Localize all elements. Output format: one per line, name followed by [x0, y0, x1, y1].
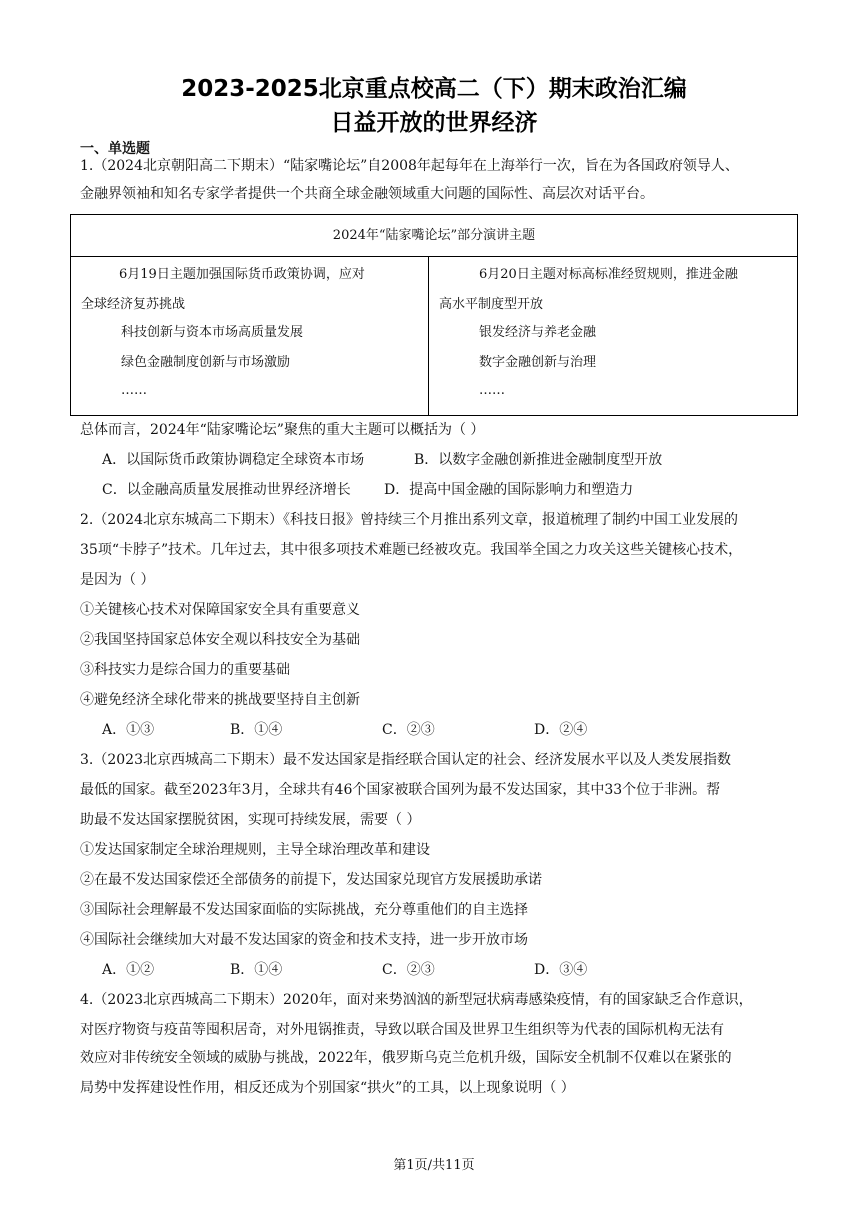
q1-table-right-line: 6月20日主题对标高标准经贸规则，推进金融: [479, 267, 738, 282]
q1-table-right-line: 数字金融创新与治理: [479, 355, 597, 370]
q3-line-2: 最低的国家。截至2023年3月，全球共有46个国家被联合国列为最不发达国家，其中33个位于非洲。帮: [80, 782, 721, 798]
q4-line-3: 效应对非传统安全领域的威胁与挑战，2022年，俄罗斯乌克兰危机升级，国际安全机制不仅难以在紧张的: [80, 1050, 732, 1066]
q1-option-a[interactable]: A．以国际货币政策协调稳定全球资本市场: [102, 452, 365, 468]
q1-table-right-line: 高水平制度型开放: [439, 297, 544, 312]
q2-line-3: 是因为（ ）: [80, 572, 155, 588]
q2-item-4: ④避免经济全球化带来的挑战要坚持自主创新: [80, 692, 360, 708]
q2-line-1: 2.（2024北京东城高二下期末）《科技日报》曾持续三个月推出系列文章，报道梳理了制约中国工业发展的: [80, 512, 738, 528]
q2-option-a[interactable]: A．①③: [102, 722, 155, 738]
q4-line-1: 4.（2023北京西城高二下期末）2020年，面对来势汹汹的新型冠状病毒感染疫情，有的国家缺乏合作意识，: [80, 992, 753, 1008]
q3-line-3: 助最不发达国家摆脱贫困，实现可持续发展，需要（ ）: [80, 812, 421, 828]
page-title: 2023-2025北京重点校高二（下）期末政治汇编: [181, 76, 687, 102]
q1-table-right-line: ……: [479, 383, 505, 398]
q1-table-right-line: 银发经济与养老金融: [479, 325, 597, 340]
q4-line-4: 局势中发挥建设性作用，相反还成为个别国家“拱火”的工具，以上现象说明（ ）: [80, 1080, 575, 1096]
q2-item-3: ③科技实力是综合国力的重要基础: [80, 662, 290, 678]
q1-table-header: 2024年“陆家嘴论坛”部分演讲主题: [71, 215, 797, 257]
q2-option-b[interactable]: B．①④: [230, 722, 283, 738]
q1-line-2: 金融界领袖和知名专家学者提供一个共商全球金融领域重大问题的国际性、高层次对话平台。: [80, 186, 654, 202]
section-title: 一、单选题: [80, 141, 150, 157]
q2-option-c[interactable]: C．②③: [382, 722, 435, 738]
q3-item-4: ④国际社会继续加大对最不发达国家的资金和技术支持，进一步开放市场: [80, 932, 528, 948]
q3-item-2: ②在最不发达国家偿还全部债务的前提下，发达国家兑现官方发展援助承诺: [80, 872, 542, 888]
q3-option-b[interactable]: B．①④: [230, 962, 283, 978]
q3-item-3: ③国际社会理解最不发达国家面临的实际挑战，充分尊重他们的自主选择: [80, 902, 528, 918]
q1-table-left-line: 绿色金融制度创新与市场激励: [121, 355, 291, 370]
q1-stem: 总体而言，2024年“陆家嘴论坛”聚焦的重大主题可以概括为（ ）: [80, 422, 485, 438]
q2-option-d[interactable]: D．②④: [534, 722, 588, 738]
q1-table-left-line: 全球经济复苏挑战: [81, 297, 186, 312]
q2-item-1: ①关键核心技术对保障国家安全具有重要意义: [80, 602, 360, 618]
q3-line-1: 3.（2023北京西城高二下期末）最不发达国家是指经联合国认定的社会、经济发展水平以及人类发展指数: [80, 752, 731, 768]
q1-table-left-line: ……: [121, 383, 147, 398]
q1-option-d[interactable]: D．提高中国金融的国际影响力和塑造力: [384, 482, 634, 498]
page-footer: 第1页/共11页: [393, 1158, 475, 1173]
page-subtitle: 日益开放的世界经济: [330, 110, 538, 136]
q3-item-1: ①发达国家制定全球治理规则，主导全球治理改革和建设: [80, 842, 430, 858]
q3-option-d[interactable]: D．③④: [534, 962, 588, 978]
q3-option-a[interactable]: A．①②: [102, 962, 155, 978]
q1-table-left-line: 6月19日主题加强国际货币政策协调，应对: [119, 267, 365, 282]
q1-table-divider: [428, 257, 429, 415]
q4-line-2: 对医疗物资与疫苗等囤积居奇，对外甩锅推责，导致以联合国及世界卫生组织等为代表的国际机构无法有: [80, 1022, 724, 1038]
q1-option-c[interactable]: C．以金融高质量发展推动世界经济增长: [102, 482, 351, 498]
q1-option-b[interactable]: B．以数字金融创新推进金融制度型开放: [414, 452, 663, 468]
q1-table-left-line: 科技创新与资本市场高质量发展: [121, 325, 304, 340]
q2-line-2: 35项“卡脖子”技术。几年过去，其中很多项技术难题已经被攻克。我国举全国之力攻关这些关键核心技术，: [80, 542, 743, 558]
q3-option-c[interactable]: C．②③: [382, 962, 435, 978]
q1-line-1: 1.（2024北京朝阳高二下期末）“陆家嘴论坛”自2008年起每年在上海举行一次，旨在为各国政府领导人、: [80, 158, 739, 174]
q1-table: [70, 214, 798, 416]
q2-item-2: ②我国坚持国家总体安全观以科技安全为基础: [80, 632, 360, 648]
